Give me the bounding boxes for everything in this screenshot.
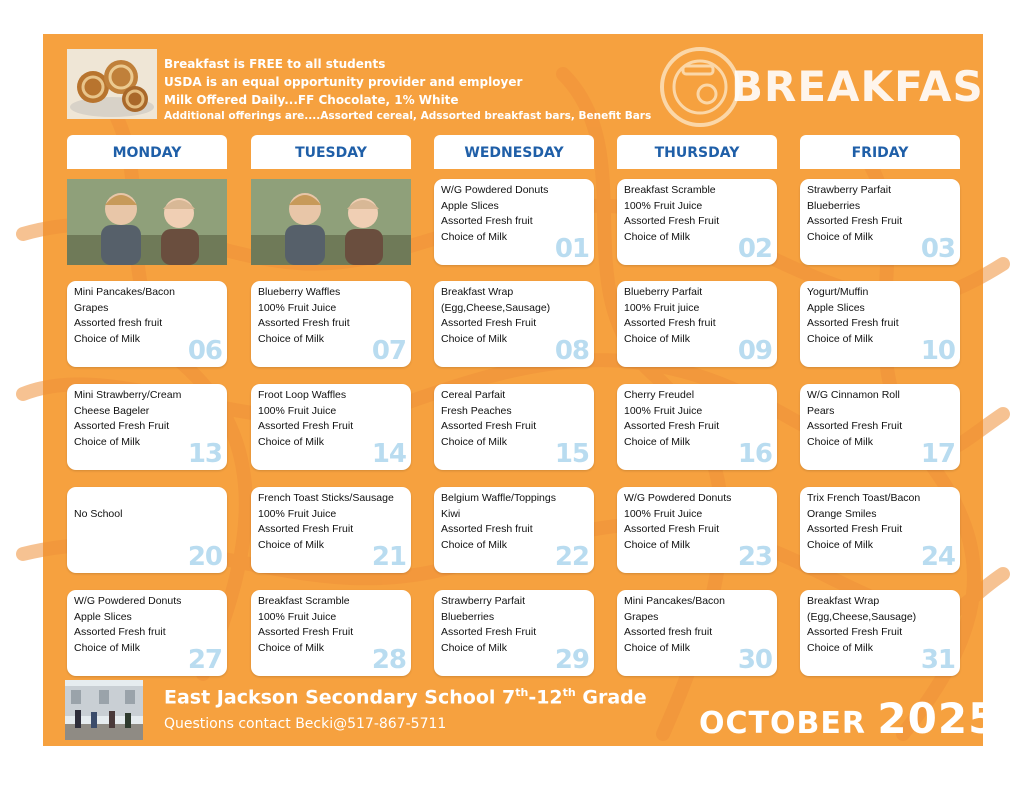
menu-item: Choice of Milk — [258, 641, 324, 654]
menu-items — [624, 491, 731, 553]
menu-item: Mini Pancakes/Bacon — [74, 286, 175, 298]
menu-item: Choice of Milk — [624, 230, 690, 243]
menu-day-cell — [617, 281, 777, 367]
menu-item: Assorted Fresh Fruit — [624, 420, 720, 432]
grade-suffix-start: th — [515, 686, 529, 699]
menu-item: Assorted Fresh Fruit — [807, 215, 903, 227]
menu-items — [441, 285, 550, 347]
menu-item: Choice of Milk — [624, 538, 690, 551]
menu-item: Choice of Milk — [74, 435, 140, 448]
menu-items — [807, 388, 902, 450]
menu-item: Grapes — [624, 610, 659, 623]
menu-item: Assorted Fresh Fruit — [807, 523, 903, 535]
menu-day-cell — [434, 487, 594, 573]
menu-item: Assorted fresh fruit — [74, 317, 163, 329]
date-number: 28 — [371, 645, 406, 675]
year-label: 2025 — [877, 694, 999, 743]
month-label: OCTOBER — [699, 706, 866, 741]
date-number: 10 — [920, 336, 955, 366]
breakfast-title: BREAKFAST — [731, 62, 1014, 111]
date-number: 24 — [920, 542, 955, 572]
day-header-friday: FRIDAY — [800, 135, 960, 169]
menu-item: Blueberry Parfait — [624, 286, 703, 298]
menu-items — [807, 594, 916, 656]
menu-item: W/G Powdered Donuts — [624, 492, 732, 504]
menu-item: 100% Fruit juice — [624, 301, 700, 314]
menu-day-cell — [67, 590, 227, 676]
date-number: 14 — [371, 439, 406, 469]
menu-day-cell — [617, 384, 777, 470]
menu-items — [807, 183, 902, 245]
menu-item: Choice of Milk — [258, 538, 324, 551]
menu-item: Assorted Fresh Fruit — [441, 626, 537, 638]
menu-item: Blueberries — [441, 610, 495, 623]
date-number: 31 — [920, 645, 955, 675]
menu-items — [74, 388, 181, 450]
date-number: 01 — [554, 234, 589, 264]
menu-item: Orange Smiles — [807, 507, 877, 520]
menu-day-cell — [251, 384, 411, 470]
menu-item: Assorted fresh fruit — [624, 626, 713, 638]
menu-item: Breakfast Wrap — [807, 595, 880, 607]
date-number: 02 — [737, 234, 772, 264]
menu-item: 100% Fruit Juice — [258, 507, 337, 520]
menu-item: Choice of Milk — [807, 230, 873, 243]
date-number: 16 — [737, 439, 772, 469]
menu-item: 100% Fruit Juice — [624, 404, 703, 417]
usda-note: USDA is an equal opportunity provider and employer — [164, 75, 523, 89]
date-number: 15 — [554, 439, 589, 469]
menu-item: Assorted Fresh Fruit — [258, 626, 354, 638]
menu-item: Blueberry Waffles — [258, 286, 341, 298]
menu-item: Apple Slices — [807, 301, 865, 314]
header-info — [164, 55, 651, 124]
menu-item: Choice of Milk — [624, 332, 690, 345]
menu-day-cell — [617, 487, 777, 573]
menu-item: Choice of Milk — [441, 435, 507, 448]
menu-item: Yogurt/Muffin — [807, 286, 869, 298]
menu-day-cell — [617, 590, 777, 676]
menu-item: Assorted Fresh Fruit — [624, 523, 720, 535]
menu-item: 100% Fruit Juice — [258, 301, 337, 314]
menu-items — [74, 285, 175, 347]
menu-items — [624, 183, 719, 245]
free-breakfast-note: Breakfast is FREE to all students — [164, 57, 386, 71]
menu-items — [624, 388, 719, 450]
menu-item: Apple Slices — [74, 610, 132, 623]
menu-item: Pears — [807, 404, 835, 417]
menu-day-cell — [800, 281, 960, 367]
school-name-text: East Jackson Secondary School 7 — [164, 686, 516, 709]
menu-item: Mini Strawberry/Cream — [74, 389, 182, 401]
menu-item: Blueberries — [807, 199, 861, 212]
menu-item: Fresh Peaches — [441, 404, 512, 417]
date-number: 13 — [187, 439, 222, 469]
breakfast-brand — [655, 42, 1014, 138]
menu-item: Assorted Fresh fruit — [807, 317, 899, 329]
menu-item: Choice of Milk — [74, 641, 140, 654]
date-number: 23 — [737, 542, 772, 572]
menu-item: Belgium Waffle/Toppings — [441, 492, 556, 504]
menu-item: Assorted Fresh Fruit — [441, 420, 537, 432]
menu-item: Breakfast Scramble — [258, 595, 350, 607]
menu-item: 100% Fruit Juice — [624, 507, 703, 520]
menu-item: Kiwi — [441, 507, 461, 520]
menu-item: Assorted Fresh Fruit — [74, 420, 170, 432]
menu-items — [441, 388, 536, 450]
menu-day-cell — [67, 384, 227, 470]
menu-items — [258, 285, 350, 347]
menu-item: Choice of Milk — [441, 332, 507, 345]
menu-item: W/G Powdered Donuts — [441, 184, 549, 196]
grade-suffix-end: th — [562, 686, 576, 699]
menu-item: Cereal Parfait — [441, 389, 506, 401]
menu-day-cell — [251, 281, 411, 367]
menu-day-cell — [251, 590, 411, 676]
menu-item: No School — [74, 508, 123, 520]
menu-item: Choice of Milk — [441, 538, 507, 551]
menu-day-cell — [434, 384, 594, 470]
menu-item: Assorted Fresh fruit — [74, 626, 166, 638]
menu-day-cell — [617, 179, 777, 265]
menu-items — [74, 594, 181, 656]
menu-item: (Egg,Cheese,Sausage) — [807, 610, 917, 623]
menu-item: Choice of Milk — [807, 435, 873, 448]
menu-item: Assorted Fresh Fruit — [807, 420, 903, 432]
menu-item: Mini Pancakes/Bacon — [624, 595, 725, 607]
school-name-range: -12 — [528, 686, 563, 709]
menu-day-cell — [800, 590, 960, 676]
menu-item: Cherry Freudel — [624, 389, 695, 401]
contact-info: Questions contact Becki@517-867-5711 — [164, 716, 447, 732]
additional-offerings-note: Additional offerings are....Assorted cereal, Adssorted breakfast bars, Benefit Bars — [164, 110, 652, 122]
menu-item: Apple Slices — [441, 199, 499, 212]
date-number: 17 — [920, 439, 955, 469]
menu-day-cell — [251, 487, 411, 573]
menu-item: Assorted Fresh Fruit — [441, 317, 537, 329]
menu-item: 100% Fruit Juice — [258, 610, 337, 623]
date-number: 07 — [371, 336, 406, 366]
students-photo — [65, 680, 143, 740]
school-name — [164, 686, 647, 708]
children-photo — [67, 179, 227, 265]
menu-item: Trix French Toast/Bacon — [807, 492, 921, 504]
menu-items — [441, 491, 556, 553]
menu-item: W/G Cinnamon Roll — [807, 389, 900, 401]
school-name-grade: Grade — [575, 686, 647, 709]
date-number: 27 — [187, 645, 222, 675]
date-number: 29 — [554, 645, 589, 675]
menu-items — [624, 594, 725, 656]
date-number: 08 — [554, 336, 589, 366]
menu-day-cell — [800, 384, 960, 470]
menu-item: Assorted Fresh fruit — [258, 317, 350, 329]
menu-day-cell — [67, 281, 227, 367]
cinnamon-rolls-photo — [67, 49, 157, 119]
menu-item: Choice of Milk — [807, 641, 873, 654]
menu-item: Froot Loop Waffles — [258, 389, 347, 401]
date-number: 22 — [554, 542, 589, 572]
menu-item: Assorted Fresh Fruit — [258, 523, 354, 535]
menu-item: Choice of Milk — [441, 641, 507, 654]
menu-day-cell — [800, 179, 960, 265]
date-number: 09 — [737, 336, 772, 366]
milk-note: Milk Offered Daily...FF Chocolate, 1% White — [164, 93, 459, 107]
menu-item: Cheese Bageler — [74, 404, 150, 417]
menu-item: Assorted Fresh Fruit — [624, 215, 720, 227]
menu-day-cell — [434, 281, 594, 367]
menu-item: Choice of Milk — [624, 641, 690, 654]
menu-item: 100% Fruit Juice — [624, 199, 703, 212]
menu-item: Assorted Fresh Fruit — [258, 420, 354, 432]
menu-item: Assorted Fresh fruit — [441, 215, 533, 227]
menu-item: Choice of Milk — [258, 332, 324, 345]
menu-items — [624, 285, 716, 347]
menu-sheet — [43, 34, 1014, 746]
day-header-tuesday: TUESDAY — [251, 135, 411, 169]
date-number: 30 — [737, 645, 772, 675]
menu-item: Choice of Milk — [74, 332, 140, 345]
menu-items — [807, 285, 899, 347]
menu-item: Choice of Milk — [624, 435, 690, 448]
date-number: 21 — [371, 542, 406, 572]
menu-day-cell — [67, 487, 227, 573]
date-number: 20 — [187, 542, 222, 572]
menu-item: Choice of Milk — [807, 538, 873, 551]
menu-items — [258, 594, 353, 656]
menu-item: French Toast Sticks/Sausage — [258, 492, 394, 504]
menu-day-cell — [800, 487, 960, 573]
day-header-thursday: THURSDAY — [617, 135, 777, 169]
menu-item: Strawberry Parfait — [441, 595, 526, 607]
menu-item: Grapes — [74, 301, 109, 314]
month-year — [699, 694, 998, 743]
menu-items — [258, 388, 353, 450]
menu-item: Assorted Fresh fruit — [624, 317, 716, 329]
menu-item: Assorted Fresh fruit — [441, 523, 533, 535]
menu-item: Choice of Milk — [807, 332, 873, 345]
menu-items — [74, 507, 122, 523]
menu-item: Assorted Fresh Fruit — [807, 626, 903, 638]
menu-item: (Egg,Cheese,Sausage) — [441, 301, 551, 314]
children-photo — [251, 179, 411, 265]
menu-item: Choice of Milk — [258, 435, 324, 448]
menu-day-cell — [434, 179, 594, 265]
menu-item: Breakfast Scramble — [624, 184, 716, 196]
day-header-wednesday: WEDNESDAY — [434, 135, 594, 169]
menu-items — [807, 491, 920, 553]
menu-item: Strawberry Parfait — [807, 184, 892, 196]
menu-items — [441, 594, 536, 656]
menu-items — [441, 183, 548, 245]
date-number: 06 — [187, 336, 222, 366]
date-number: 03 — [920, 234, 955, 264]
day-header-monday: MONDAY — [67, 135, 227, 169]
menu-day-cell — [434, 590, 594, 676]
menu-item: W/G Powdered Donuts — [74, 595, 182, 607]
menu-item: 100% Fruit Juice — [258, 404, 337, 417]
menu-item: Choice of Milk — [441, 230, 507, 243]
menu-item: Breakfast Wrap — [441, 286, 514, 298]
